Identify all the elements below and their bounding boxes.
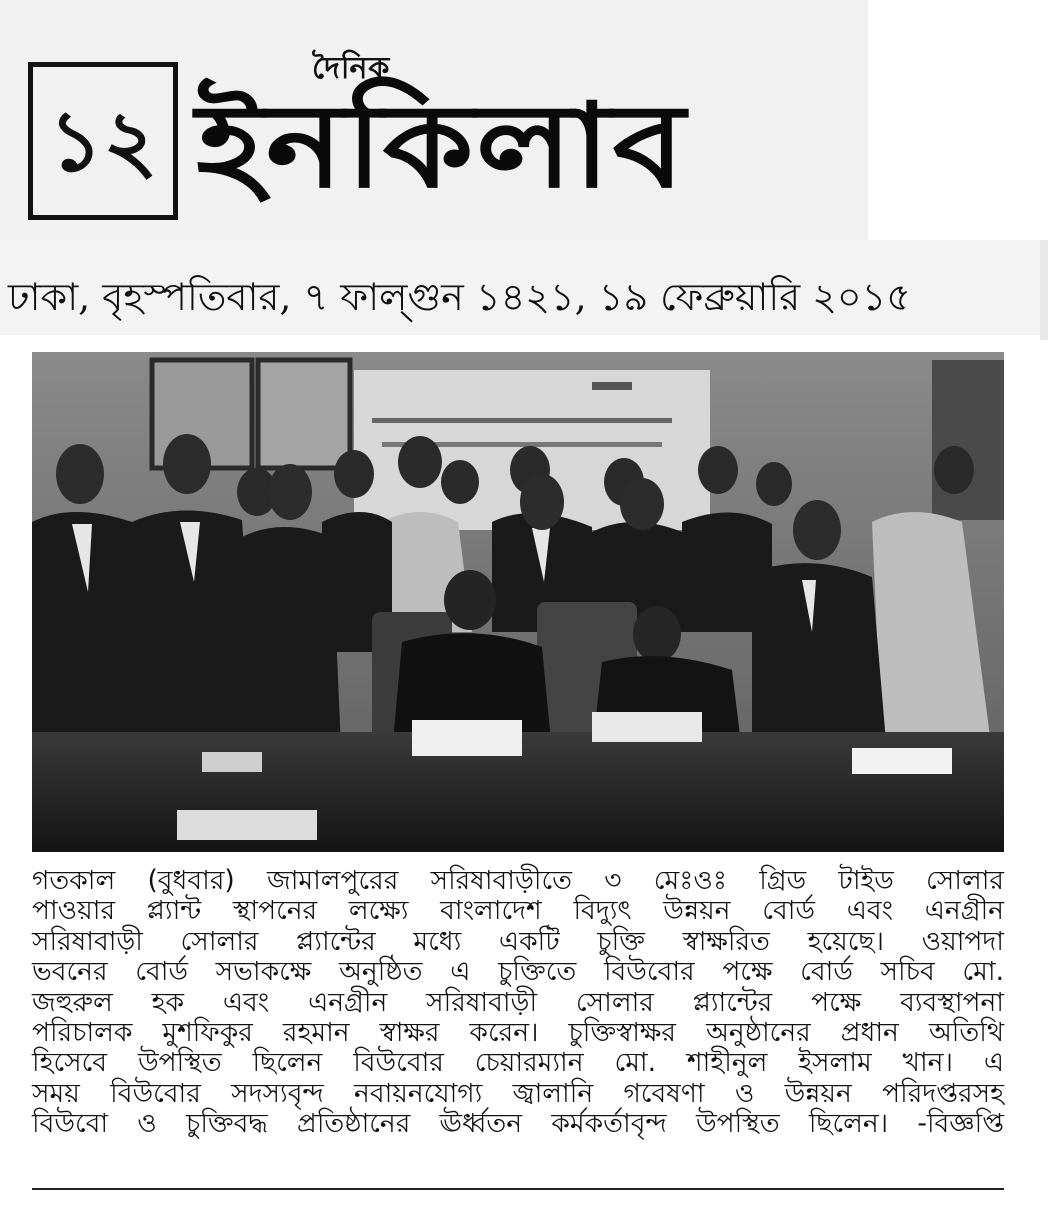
caption-line: সরিষাবাড়ী সোলার প্ল্যান্টের মধ্যে একটি চুক্তি স্বাক্ষরিত হয়েছে। ওয়াপদা	[32, 925, 1004, 957]
caption-line: বিউবো ও চুক্তিবদ্ধ প্রতিষ্ঠানের ঊর্ধ্বতন কর্মকর্তাবৃন্দ উপস্থিত ছিলেন। -বিজ্ঞপ্তি	[32, 1108, 1004, 1140]
signing-ceremony-photo	[32, 352, 1004, 852]
page-number: ১২	[48, 91, 158, 190]
caption-line: ভবনের বোর্ড সভাকক্ষে অনুষ্ঠিত এ চুক্তিতে বিউবোর পক্ষে বোর্ড সচিব মো.	[32, 956, 1004, 988]
page-number-box	[28, 62, 178, 220]
daily-label: দৈনিক	[312, 51, 391, 86]
caption-line: পাওয়ার প্ল্যান্ট স্থাপনের লক্ষ্যে বাংলাদেশ বিদ্যুৎ উন্নয়ন বোর্ড এবং এনগ্রীন	[32, 895, 1004, 927]
caption-line: গতকাল (বুধবার) জামালপুরের সরিষাবাড়ীতে ৩ মেঃওঃ গ্রিড টাইড সোলার	[32, 865, 1004, 896]
dateline: ঢাকা, বৃহস্পতিবার, ৭ ফাল্গুন ১৪২১, ১৯ ফেব্রুয়ারি ২০১৫	[8, 275, 911, 319]
photo-caption	[32, 866, 1004, 1140]
caption-line: পরিচালক মুশফিকুর রহমান স্বাক্ষর করেন। চুক্তিস্বাক্ষর অনুষ্ঠানের প্রধান অতিথি	[32, 1017, 1004, 1049]
newspaper-logo	[196, 72, 856, 222]
scan-edge	[1040, 240, 1048, 340]
caption-line: সময় বিউবোর সদস্যবৃন্দ নবায়নযোগ্য জ্বালানি গবেষণা ও উন্নয়ন পরিদপ্তরসহ	[32, 1077, 1004, 1109]
caption-line: জহুরুল হক এবং এনগ্রীন সরিষাবাড়ী সোলার প্ল্যান্টের পক্ষে ব্যবস্থাপনা	[32, 986, 1004, 1018]
paper-name: ইনকিলাব	[196, 79, 688, 214]
bottom-rule	[32, 1188, 1004, 1190]
caption-line: হিসেবে উপস্থিত ছিলেন বিউবোর চেয়ারম্যান মো. শাহীনুল ইসলাম খান। এ	[32, 1047, 1004, 1079]
